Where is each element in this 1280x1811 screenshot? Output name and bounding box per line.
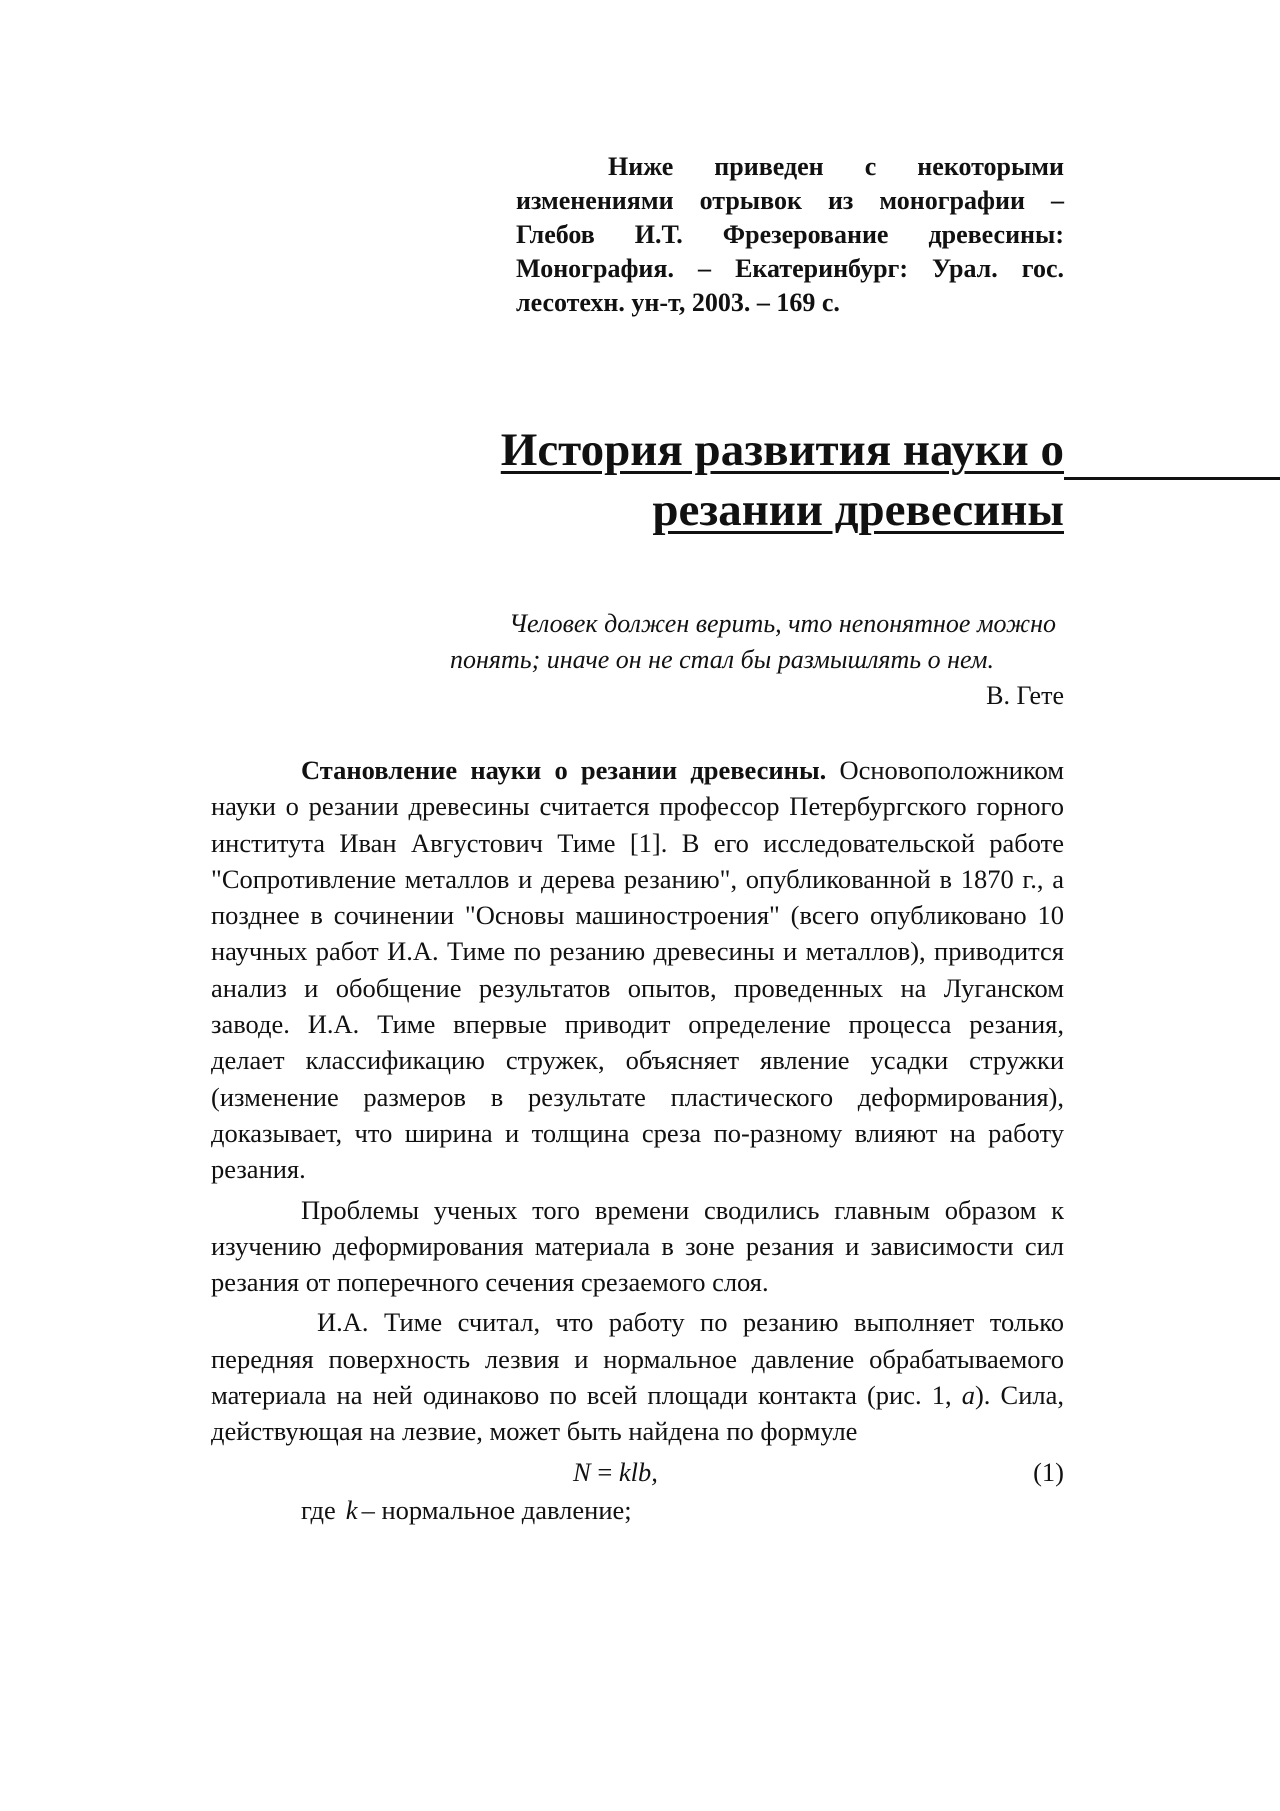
formula-comma: ,	[651, 1456, 658, 1487]
paragraph-1-text: Основоположником науки о резании древесины считается профессор Петербургского горного института Иван Августович Тиме [1]. В его исследовательской работе "Сопротивление металлов и дерева резанию", опубликованной в 1870 г., а позднее в сочинении "Основы машиностроения" (всего опубликовано 10 научных работ И.А. Тиме по резанию древесины и металлов), приводится анализ и обобщение результатов опытов, проведенных на Луганском заводе. И.А. Тиме впервые приводит определение процесса резания, делает классификацию стружек, объясняет явление усадки стружки (изменение размеров в результате пластического деформирования), доказывает, что ширина и толщина среза по-разному влияют на работу резания.	[211, 755, 1064, 1185]
source-note: Ниже приведен с некоторыми изменениями отрывок из монографии – Глебов И.Т. Фрезерование древесины: Монография. – Екатеринбург: Урал. гос. лесотехн. ун-т, 2003. – 169 с.	[516, 152, 1064, 317]
formula-number: (1)	[1033, 1456, 1064, 1487]
epigraph-quote-line-1: Человек должен верить, что непонятное можно	[509, 609, 1056, 638]
where-row	[211, 1492, 1064, 1528]
page-title	[420, 420, 1064, 540]
title-line-1: История развития науки о	[500, 424, 1064, 476]
where-description: – нормальное давление;	[361, 1494, 632, 1525]
epigraph-author: В. Гете	[986, 681, 1064, 710]
where-label: где	[301, 1494, 336, 1525]
figure-ref: а	[961, 1380, 975, 1411]
formula-rhs: klb	[618, 1456, 652, 1487]
paragraph-3-text-a: И.А. Тиме считал, что работу по резанию выполняет только передняя поверхность лезвия и нормальное давление обрабатываемого материала на ней одинаково по всей площади контакта (рис. 1,	[211, 1307, 1064, 1411]
epigraph	[340, 606, 1064, 714]
paragraph-2: Проблемы ученых того времени сводились главным образом к изучению деформирования материала в зоне резания и зависимости сил резания от поперечного сечения срезаемого слоя.	[211, 1194, 1064, 1298]
paragraph-3	[211, 1304, 1064, 1449]
paragraph-1	[211, 752, 1064, 1188]
epigraph-quote-line-2: понять; иначе он не стал бы размышлять о нем.	[450, 645, 994, 674]
body-text	[211, 752, 1064, 1528]
formula-equals: =	[590, 1456, 619, 1487]
paragraph-3-text-b: ). Сила, действующая на лезвие, может быть найдена по формуле	[211, 1380, 1065, 1447]
formula-row	[211, 1454, 1064, 1492]
section-heading: Становление науки о резании древесины.	[301, 755, 827, 785]
title-line-2: резании древесины	[652, 484, 1064, 536]
title-underline-extension	[1064, 477, 1280, 480]
formula	[573, 1454, 658, 1490]
where-variable: k	[345, 1494, 358, 1525]
formula-lhs: N	[573, 1456, 591, 1487]
